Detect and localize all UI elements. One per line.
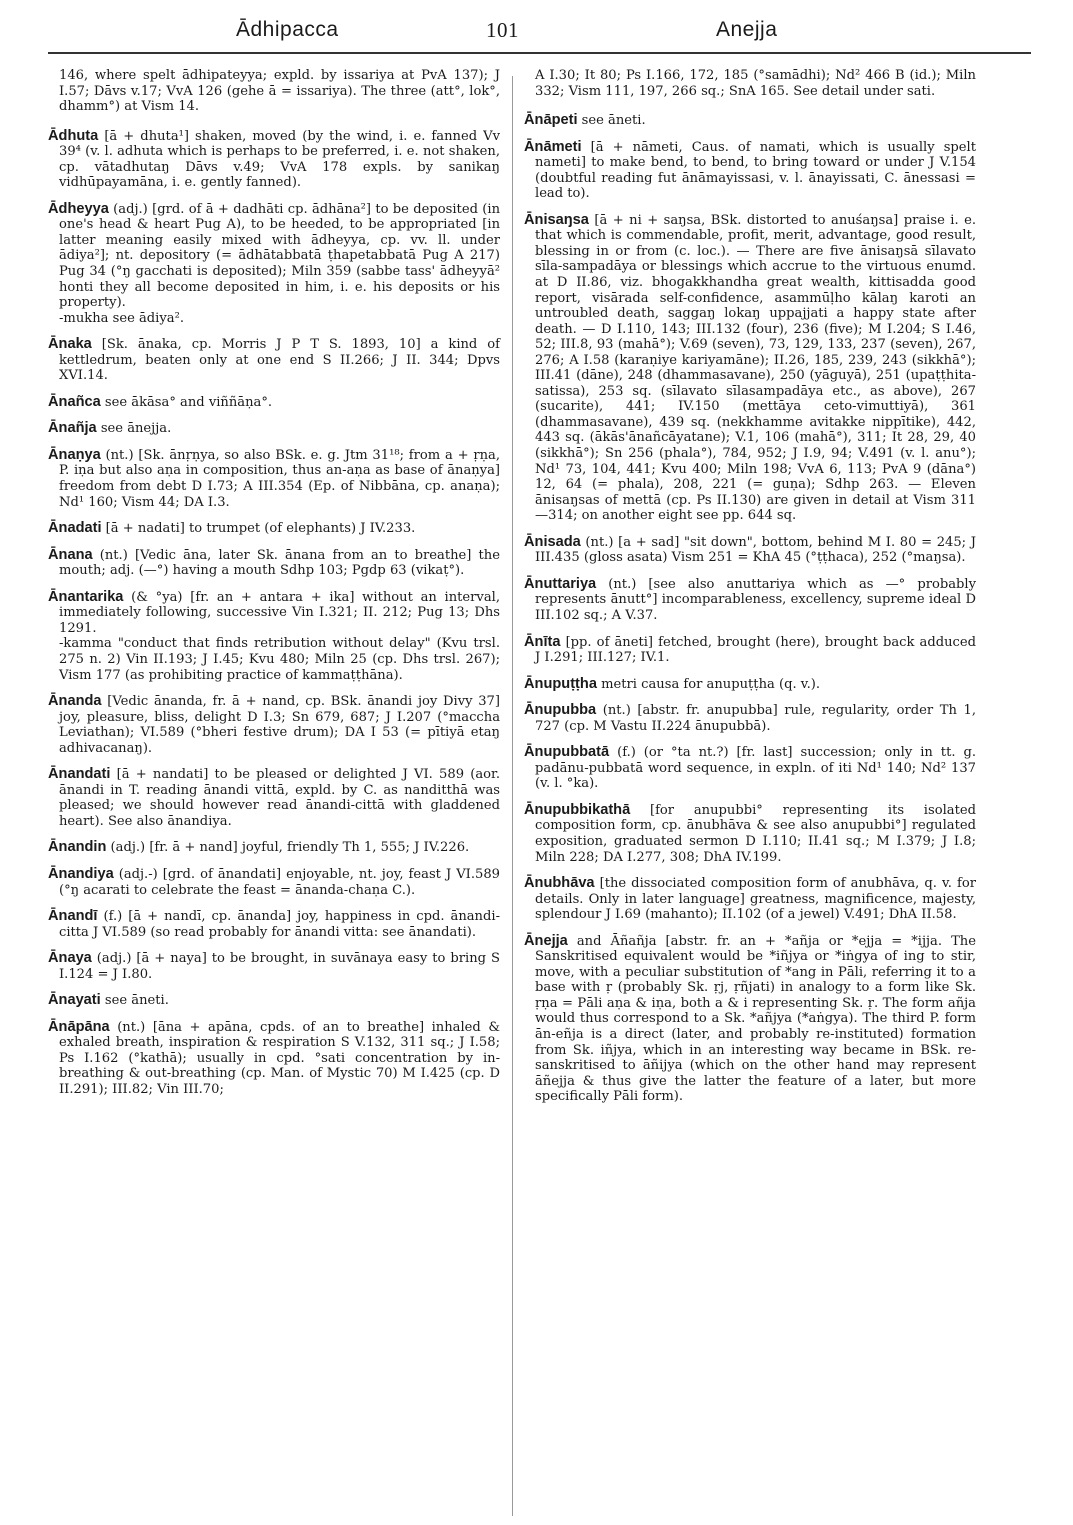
dictionary-entry xyxy=(524,113,976,129)
entry-body: (f.) [ā + nandī, cp. ānanda] joy, happiness in cpd. ānandi-citta J VI.589 (so read probably for ānandi vitta: see ānandati). xyxy=(59,909,500,940)
entry-body: (nt.) [a + sad] "sit down", bottom, behind M I. 80 = 245; J III.435 (gloss asata) Vism 251 = KhA 45 (°ṭṭhaca), 252 (°maŋsa). xyxy=(535,534,976,566)
headword: Ānāpāna xyxy=(48,1018,110,1035)
headword: Ānandī xyxy=(48,908,98,925)
headword: Ānupubbikathā xyxy=(524,801,631,818)
entry-body: (adj.-) [grd. of ānandati] enjoyable, nt. joy, feast J VI.589 (°ŋ acarati to celebrate the feast = ānanda-chaṇa C.). xyxy=(59,866,500,898)
page-header xyxy=(48,18,1038,52)
dictionary-entry xyxy=(524,577,976,624)
entry-body: see āneti. xyxy=(100,993,169,1009)
entry-body: [pp. of āneti] fetched, brought (here), brought back adduced J I.291; III.127; IV.1. xyxy=(535,634,976,666)
dictionary-entry xyxy=(524,803,976,865)
dictionary-entry xyxy=(524,213,976,524)
continued-entry xyxy=(524,68,976,99)
entry-body: (adj.) [fr. ā + nand] joyful, friendly Th 1, 555; J IV.226. xyxy=(106,840,470,856)
headword: Ānupubba xyxy=(524,702,597,719)
headword: Ānandin xyxy=(48,839,107,856)
entry-body: (nt.) [Sk. ānṛṇya, so also BSk. e. g. Jtm 31¹⁸; from a + ṛṇa, P. iṇa but also aṇa in composition, thus an-aṇa as base of ānaṇya] freedom from debt D I.73; A III.354 (Ep. of Nibbāna, cp. anaṇa); Nd¹ 160; Vism 44; DA I.3. xyxy=(59,447,500,510)
entry-body: A I.30; It 80; Ps I.166, 172, 185 (°samādhi); Nd² 466 B (id.); Miln 332; Vism 111, 197, 266 sq.; SnA 165. See detail under sati. xyxy=(535,68,976,99)
entry-body: see ākāsa° and viññāṇa°. xyxy=(100,394,273,410)
right-column xyxy=(524,68,976,1116)
headword: Ānisada xyxy=(524,533,581,550)
headword: Ānana xyxy=(48,546,93,563)
headword: Ānaya xyxy=(48,950,92,967)
dictionary-entry xyxy=(48,694,500,756)
headword: Ānubhāva xyxy=(524,875,595,892)
header-first-word: Ādhipacca xyxy=(236,18,339,41)
dictionary-entry xyxy=(524,535,976,566)
dictionary-entry xyxy=(48,867,500,898)
headword: Ānuttariya xyxy=(524,575,597,592)
headword: Ānīta xyxy=(524,633,561,650)
dictionary-entry xyxy=(48,395,500,411)
dictionary-entry xyxy=(524,635,976,666)
headword: Ānupuṭṭha xyxy=(524,675,597,692)
sub-entry: -kamma "conduct that finds retribution without delay" (Kvu trsl. 275 n. 2) Vin II.193; J I.45; Kvu 480; Miln 25 (cp. Dhs trsl. 267); Vism 177 (as prohibiting practice of kammaṭṭhāna). xyxy=(59,636,500,683)
entry-body: (& °ya) [fr. an + antara + ika] without an interval, immediately following, successive Vin I.321; II. 212; Pug 13; Dhs 1291. xyxy=(59,589,500,636)
dictionary-entry xyxy=(524,745,976,792)
dictionary-entry xyxy=(48,337,500,384)
entry-body: 146, where spelt ādhipateyya; expld. by issariya at PvA 137); J I.57; Dāvs v.17; VvA 126 (gehe ā = issariya). The three (att°, lok°, dhamm°) at Vism 14. xyxy=(59,68,500,115)
entry-body: [ā + nāmeti, Caus. of namati, which is usually spelt nameti] to make bend, to bend, to bring toward or under J V.154 (doubtful reading fut ānāmayissasi, v. l. ānayissati, C. ānessasi = lead to). xyxy=(535,139,976,202)
entry-body: [Sk. ānaka, cp. Morris J P T S. 1893, 10] a kind of kettledrum, beaten only at one end S II.266; J II. 344; Dpvs XVI.14. xyxy=(59,337,500,384)
headword: Ādhuta xyxy=(48,127,99,144)
entry-body: (adj.) [ā + naya] to be brought, in suvānaya easy to bring S I.124 = J I.80. xyxy=(59,951,500,982)
dictionary-entry xyxy=(524,934,976,1105)
continued-entry xyxy=(48,68,500,115)
headword: Ānaṇya xyxy=(48,446,101,463)
headword: Ānañca xyxy=(48,393,101,410)
dictionary-entry xyxy=(48,1020,500,1098)
entry-body: see ānejja. xyxy=(96,421,172,437)
headword: Ānupubbatā xyxy=(524,744,610,761)
headword: Ānisaŋsa xyxy=(524,211,589,228)
headword: Ānanda xyxy=(48,693,102,710)
entry-body: (f.) (or °ta nt.?) [fr. last] succession; only in tt. g. padānu-pubbatā word sequence, in expln. of iti Nd¹ 140; Nd² 137 (v. l. °ka). xyxy=(535,745,976,792)
dictionary-entry xyxy=(524,703,976,734)
dictionary-entry xyxy=(48,548,500,579)
headword: Ānayati xyxy=(48,992,101,1009)
entry-body: [Vedic ānanda, fr. ā + nand, cp. BSk. ānandi joy Divy 37] joy, pleasure, bliss, delight D I.3; Sn 679, 687; J I.207 (°maccha Leviathan); VI.589 (°bheri festive drum); DA I 53 (= pītiyā etaŋ adhivacanaŋ). xyxy=(59,694,500,756)
entry-body: (nt.) [Vedic āna, later Sk. ānana from an to breathe] the mouth; adj. (—°) having a mouth Sdhp 103; Pgdp 63 (vikaṭ°). xyxy=(59,547,500,579)
dictionary-entry xyxy=(48,993,500,1009)
entry-body: [ā + ni + saŋsa, BSk. distorted to anuśaŋsa] praise i. e. that which is commendable, profit, merit, advantage, good result, blessing in or from (c. loc.). — There are five ānisaŋsā sīlavato sīla-sampadāya or blessings which accrue to the virtuous enumd. at D II.86, viz. bhogakkhandha great wealth, kittisadda good report, visārada self-confidence, asammūḷho kālaŋ karoti an untroubled death, saggaŋ lokaŋ uppajjati a happy state after death. — D I.110, 143; III.132 (four), 236 (five); M I.204; S I.46, 52; III.8, 93 (mahā°); V.69 (seven), 73, 129, 133, 237 (seven), 267, 276; A I.58 (karaṇiye kariyamāne); II.26, 185, 239, 243 (sikkhā°); III.41 (dāne), 248 (dhammasavane), 250 (yāguyā), 251 (upaṭṭhita-satissa), 253 sq. (sīlavato sīlasampadāya etc., as above), 267 (sucarite), 441; IV.150 (mettāya ceto-vimuttiyā), 361 (dhammasavane), 439 sq. (nekkhamme avitakke nippītike), 442, 443 sq. (ākās'ānañcāyatane); V.1, 106 (mahā°), 311; It 28, 29, 40 (sikkhā°); Sn 256 (phala°), 784, 952; J I.9, 94; V.491 (v. l. anu°); Nd¹ 73, 104, 441; Kvu 400; Miln 198; VvA 6, 113; PvA 9 (dāna°) 12, 64 (= phala), 208, 221 (= guṇa); Sdhp 263. — Eleven ānisaŋsas of mettā (cp. Ps II.130) are given in detail at Vism 311—314; on another eight see pp. 644 sq. xyxy=(535,212,976,524)
header-last-word: Anejja xyxy=(716,18,778,41)
page-number: 101 xyxy=(486,18,519,42)
entry-body: (nt.) [abstr. fr. anupubba] rule, regularity, order Th 1, 727 (cp. M Vastu II.224 ānupubbā). xyxy=(535,703,976,734)
dictionary-entry xyxy=(48,909,500,940)
entry-body: and Āñañja [abstr. fr. an + *añja or *ejja = *ijja. The Sanskritised equivalent would be *iñjya or *iṅgya of ing to stir, move, with a peculiar substitution of *ang in Pāli, referring it to a base with ṛ (probably Sk. ṛj, ṛñjati) in analogy to a form like Sk. ṛṇa = Pāli aṇa & iṇa, both a & i representing Sk. ṛ. The form añja would thus correspond to a Sk. *añjya (*aṅgya). The third P. form ān-eñja is a direct (later, and probably re-instituted) formation from Sk. iñjya, which in an interesting way became in BSk. re-sanskritised to āñijya (which on the other hand may represent āñejja & thus give the latter the feature of a later, but more specifically Pāli form). xyxy=(535,933,976,1105)
dictionary-entry xyxy=(48,421,500,437)
entry-body: (adj.) [grd. of ā + dadhāti cp. ādhāna²] to be deposited (in one's head & heart Pug A), to be heeded, to be appropriated [in latter meaning easily mixed with ādheyya, cp. vv. ll. under ādiya²]; nt. depository (= ādhātabbatā ṭhapetabbatā Pug A 217) Pug 34 (°ŋ gacchati is deposited); Miln 359 (sabbe tass' ādheyyā² honti they all become deposited in him, i. e. his deposits or his property). xyxy=(59,201,500,311)
headword: Ānāmeti xyxy=(524,138,582,155)
column-divider xyxy=(512,76,513,1516)
entry-body: see āneti. xyxy=(577,113,646,129)
dictionary-entry xyxy=(524,876,976,923)
headword: Ānantarika xyxy=(48,588,124,605)
headword: Ānañja xyxy=(48,420,97,437)
entry-body: [for anupubbi° representing its isolated composition form, cp. ānubhāva & see also anupubbi°] regulated exposition, graduated sermon D I.110; II.41 sq.; M I.379; J I.8; Miln 228; DA I.277, 308; DhA IV.199. xyxy=(535,802,976,865)
headword: Ānejja xyxy=(524,932,568,949)
dictionary-entry xyxy=(48,521,500,537)
entry-body: (nt.) [see also anuttariya which as —° probably represents ānutt°] incomparableness, excellency, supreme ideal D III.102 sq.; A V.37. xyxy=(535,576,976,623)
headword: Ānandiya xyxy=(48,865,114,882)
header-rule xyxy=(48,52,1031,54)
entry-body: metri causa for anupuṭṭha (q. v.). xyxy=(596,676,821,692)
entry-body: (nt.) [āna + apāna, cpds. of an to breathe] inhaled & exhaled breath, inspiration & respiration S V.132, 311 sq.; J I.58; Ps I.162 (°kathā); usually in cpd. °sati concentration by in-breathing & out-breathing (cp. Man. of Mystic 70) M I.425 (cp. D II.291); III.82; Vin III.70; xyxy=(59,1019,500,1097)
dictionary-entry xyxy=(48,129,500,191)
dictionary-entry xyxy=(48,840,500,856)
dictionary-entry xyxy=(48,448,500,510)
dictionary-entry xyxy=(48,202,500,326)
dictionary-entry xyxy=(524,677,976,693)
entry-body: [the dissociated composition form of anubhāva, q. v. for details. Only in later language] greatness, magnificence, majesty, splendour J I.69 (mahanto); II.102 (of a jewel) V.491; DhA II.58. xyxy=(535,876,976,923)
dictionary-entry xyxy=(48,767,500,829)
dictionary-entry xyxy=(524,140,976,202)
headword: Ānāpeti xyxy=(524,112,578,129)
headword: Ānandati xyxy=(48,766,111,783)
entry-body: [ā + dhuta¹] shaken, moved (by the wind, i. e. fanned Vv 39⁴ (v. l. adhuta which is perhaps to be preferred, i. e. not shaken, cp. vātadhutaŋ Dāvs v.49; VvA 178 expls. by sanikaŋ vidhūpayamāna, i. e. gently fanned). xyxy=(59,128,500,191)
headword: Ānadati xyxy=(48,520,102,537)
headword: Ādheyya xyxy=(48,200,109,217)
dictionary-entry xyxy=(48,590,500,683)
left-column xyxy=(48,68,500,1109)
entry-body: [ā + nadati] to trumpet (of elephants) J IV.233. xyxy=(101,521,416,537)
headword: Ānaka xyxy=(48,336,92,353)
dictionary-entry xyxy=(48,951,500,982)
entry-body: [ā + nandati] to be pleased or delighted J VI. 589 (aor. ānandi in T. reading ānandi vittā, expld. by C. as nanditthā was pleased; we should however read ānandi-cittā with gladdened heart). See also ānandiya. xyxy=(59,767,500,829)
sub-entry: -mukha see ādiya². xyxy=(59,310,184,326)
